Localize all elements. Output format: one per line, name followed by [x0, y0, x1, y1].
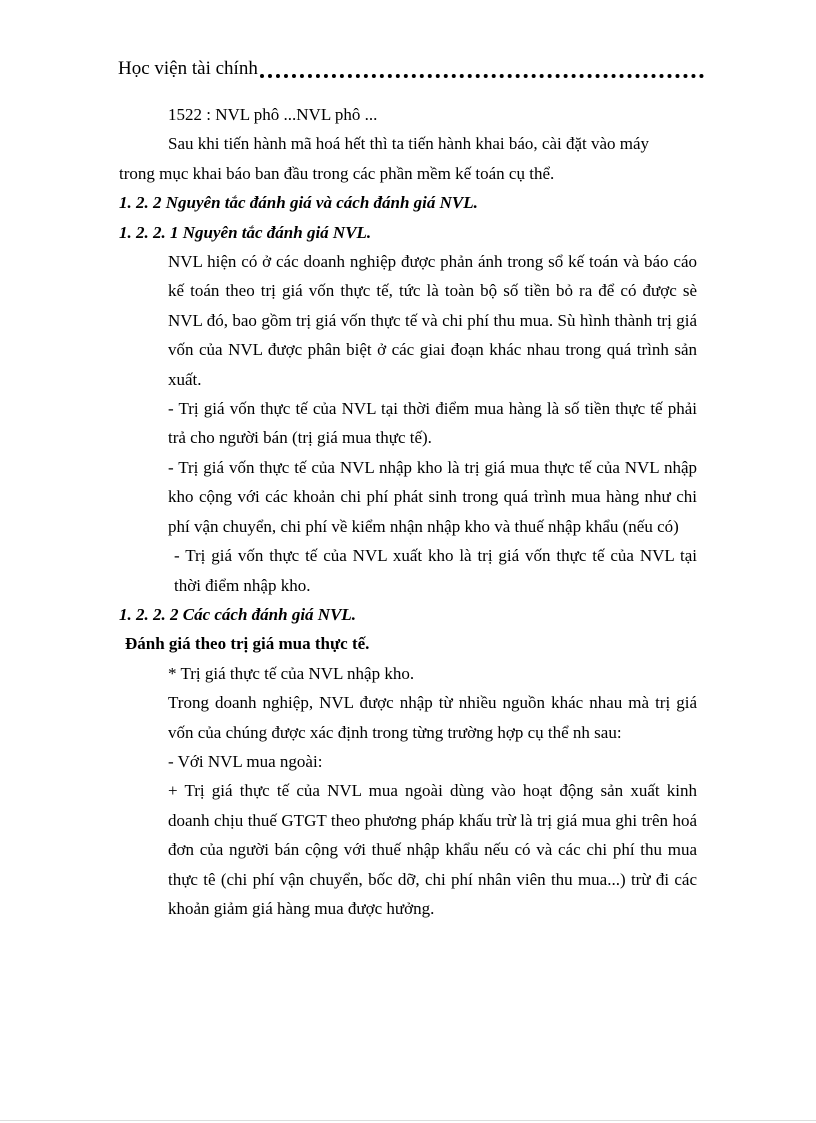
subsection-heading: 1. 2. 2. 2 Các cách đánh giá NVL.: [119, 604, 357, 624]
subsection-heading: 1. 2. 2. 1 Nguyên tắc đánh giá NVL.: [119, 222, 372, 242]
bold-heading: Đánh giá theo trị giá mua thực tế.: [125, 634, 370, 654]
paragraph: Trong doanh nghiệp, NVL được nhập từ nhiều nguồn khác nhau mà trị giá vốn của chúng được xác định trong từng trường hợp cụ thể nh sau:: [168, 693, 697, 742]
paragraph: Sau khi tiến hành mã hoá hết thì ta tiến hành khai báo, cài đặt vào máy: [168, 134, 650, 154]
section-heading: 1. 2. 2 Nguyên tắc đánh giá và cách đánh giá NVL.: [119, 193, 478, 213]
document-body: [119, 100, 697, 923]
page-header: [118, 54, 704, 80]
list-item: + Trị giá thực tế của NVL mua ngoài dùng vào hoạt động sản xuất kinh doanh chịu thuế GTGT theo phương pháp khấu trừ là trị giá mua ghi trên hoá đơn của người bán cộng với thuế nhập khẩu nếu có và các chi phí thu mua thực tê (chi phí vận chuyển, bốc dỡ, chi phí nhân viên thu mua...) trừ đi các khoản giảm giá hàng mua được hưởng.: [168, 781, 697, 918]
list-item: - Trị giá vốn thực tế của NVL tại thời điểm mua hàng là số tiền thực tế phải trả cho người bán (trị giá mua thực tế).: [168, 399, 697, 448]
paragraph: * Trị giá thực tế của NVL nhập kho.: [168, 663, 415, 683]
paragraph: NVL hiện có ở các doanh nghiệp được phản ánh trong sổ kế toán và báo cáo kế toán theo trị giá vốn thực tế, tức là toàn bộ số tiền bỏ ra để có được sè NVL đó, bao gồm trị giá vốn thực tế và chi phí thu mua. Sù hình thành trị giá vốn của NVL được phân biệt ở các giai đoạn khác nhau trong quá trình sản xuất.: [168, 252, 697, 389]
page-bottom-edge: [0, 1120, 816, 1121]
header-title: Học viện tài chính: [118, 58, 258, 79]
list-item: - Trị giá vốn thực tế của NVL nhập kho là trị giá mua thực tế của NVL nhập kho cộng với các khoản chi phí phát sinh trong quá trình mua hàng như chi phí vận chuyển, chi phí về kiểm nhận nhập kho và thuế nhập khẩu (nếu có): [168, 457, 697, 536]
list-item: - Với NVL mua ngoài:: [168, 751, 323, 771]
header-dotted-rule: [260, 54, 704, 78]
account-code-line: 1522 : NVL phô ...NVL phô ...: [168, 105, 378, 124]
paragraph: trong mục khai báo ban đầu trong các phần mềm kế toán cụ thể.: [119, 163, 555, 183]
list-item: - Trị giá vốn thực tế của NVL xuất kho là trị giá vốn thực tế của NVL tại thời điểm nhập kho.: [174, 546, 697, 595]
